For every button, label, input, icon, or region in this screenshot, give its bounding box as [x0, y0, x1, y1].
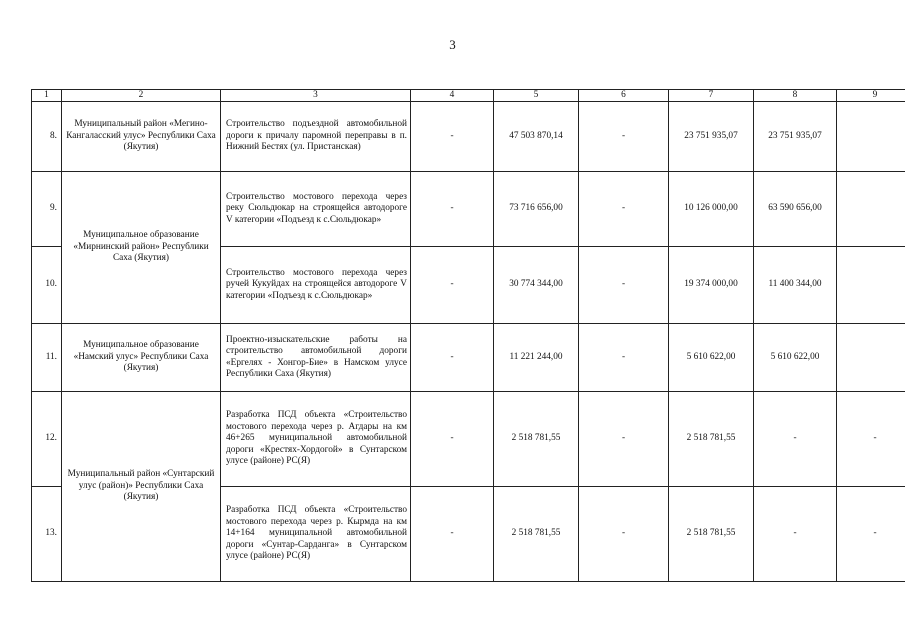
col4-cell: -: [411, 392, 494, 487]
col8-cell: 5 610 622,00: [754, 324, 837, 392]
col7-cell: 19 374 000,00: [669, 247, 754, 324]
header-cell: 9: [837, 90, 905, 102]
organization-cell: Муниципальное образование «Намский улус» Республики Саха (Якутия): [62, 324, 221, 392]
header-cell: 5: [494, 90, 579, 102]
header-cell: 2: [62, 90, 221, 102]
col5-cell: 30 774 344,00: [494, 247, 579, 324]
col5-cell: 47 503 870,14: [494, 102, 579, 172]
col8-cell: 23 751 935,07: [754, 102, 837, 172]
row-number: 9.: [32, 172, 62, 247]
header-cell: 7: [669, 90, 754, 102]
description-cell: Строительство мостового перехода через ручей Кукуйдах на строящейся автодороге V категории «Подъезд к с.Сюльдюкар»: [221, 247, 411, 324]
col5-cell: 73 716 656,00: [494, 172, 579, 247]
col4-cell: -: [411, 102, 494, 172]
page-number: 3: [449, 37, 456, 52]
header-row: [32, 90, 905, 102]
header-cell: 1: [32, 90, 62, 102]
col4-cell: -: [411, 487, 494, 582]
description-cell: Строительство подъездной автомобильной дороги к причалу паромной переправы в п. Нижний Бестях (ул. Пристанская): [221, 102, 411, 172]
organization-cell: Муниципальный район «Мегино-Кангаласский улус» Республики Саха (Якутия): [62, 102, 221, 172]
col5-cell: 2 518 781,55: [494, 487, 579, 582]
header-cell: 6: [579, 90, 669, 102]
header-cell: 3: [221, 90, 411, 102]
col7-cell: 10 126 000,00: [669, 172, 754, 247]
col9-cell: [837, 172, 905, 247]
funding-table: [31, 89, 905, 582]
description-cell: Проектно-изыскательские работы на строительство автомобильной дороги «Ергелях - Хонгор-Бие» в Намском улусе Республики Саха (Якутия): [221, 324, 411, 392]
col4-cell: -: [411, 324, 494, 392]
col9-cell: [837, 324, 905, 392]
col8-cell: 63 590 656,00: [754, 172, 837, 247]
header-cell: 8: [754, 90, 837, 102]
col6-cell: -: [579, 247, 669, 324]
col8-cell: -: [754, 487, 837, 582]
col6-cell: -: [579, 324, 669, 392]
col7-cell: 2 518 781,55: [669, 487, 754, 582]
col6-cell: -: [579, 392, 669, 487]
col9-cell: -: [837, 487, 905, 582]
table-row: [32, 102, 905, 172]
col7-cell: 2 518 781,55: [669, 392, 754, 487]
row-number: 11.: [32, 324, 62, 392]
row-number: 13.: [32, 487, 62, 582]
col6-cell: -: [579, 102, 669, 172]
table-row: [32, 172, 905, 247]
col6-cell: -: [579, 172, 669, 247]
table-row: [32, 324, 905, 392]
col5-cell: 11 221 244,00: [494, 324, 579, 392]
description-cell: Строительство мостового перехода через реку Сюльдюкар на строящейся автодороге V категории «Подъезд к с.Сюльдюкар»: [221, 172, 411, 247]
col7-cell: 5 610 622,00: [669, 324, 754, 392]
col9-cell: -: [837, 392, 905, 487]
row-number: 10.: [32, 247, 62, 324]
col7-cell: 23 751 935,07: [669, 102, 754, 172]
organization-cell: Муниципальное образование «Мирнинский район» Республики Саха (Якутия): [62, 172, 221, 324]
header-cell: 4: [411, 90, 494, 102]
col8-cell: -: [754, 392, 837, 487]
description-cell: Разработка ПСД объекта «Строительство мостового перехода через р. Кырмда на км 14+164 муниципальной автомобильной дороги «Сунтар-Сарданга» в Сунтарском улусе (районе) РС(Я): [221, 487, 411, 582]
col9-cell: [837, 247, 905, 324]
col4-cell: -: [411, 172, 494, 247]
col6-cell: -: [579, 487, 669, 582]
row-number: 12.: [32, 392, 62, 487]
table-row: [32, 392, 905, 487]
col9-cell: [837, 102, 905, 172]
row-number: 8.: [32, 102, 62, 172]
col5-cell: 2 518 781,55: [494, 392, 579, 487]
description-cell: Разработка ПСД объекта «Строительство мостового перехода через р. Агдары на км 46+265 муниципальной автомобильной дороги «Крестях-Хордогой» в Сунтарском улусе (районе) РС(Я): [221, 392, 411, 487]
col4-cell: -: [411, 247, 494, 324]
organization-cell: Муниципальный район «Сунтарский улус (район)» Республики Саха (Якутия): [62, 392, 221, 582]
col8-cell: 11 400 344,00: [754, 247, 837, 324]
